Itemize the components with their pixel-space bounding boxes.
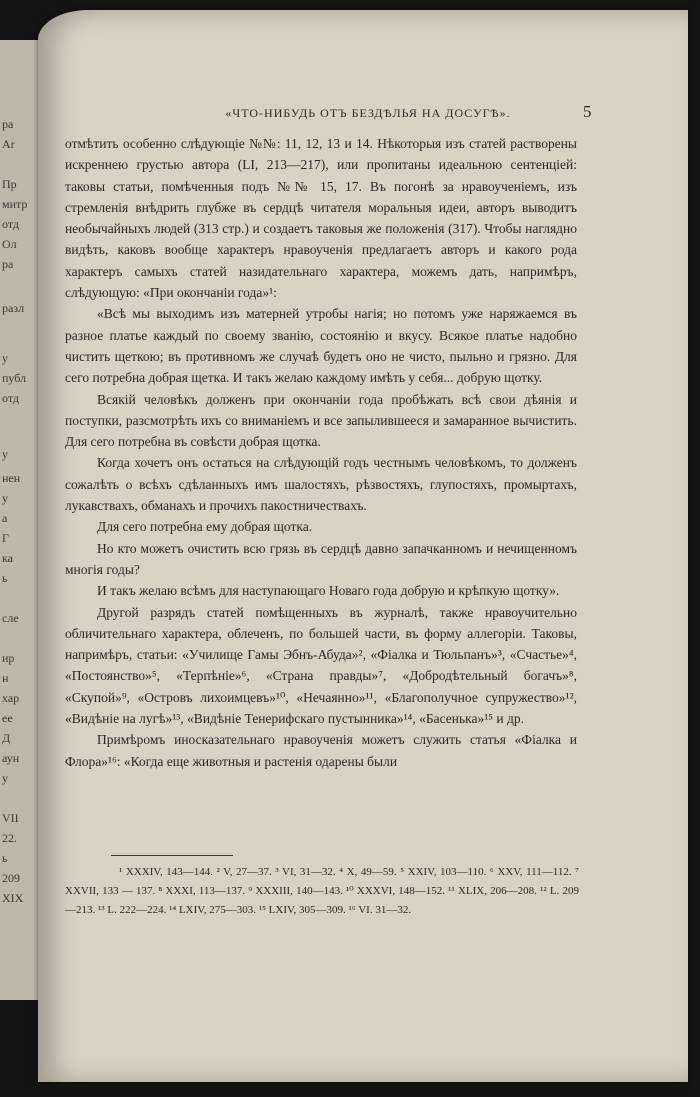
facing-page-fragment: у bbox=[2, 771, 8, 785]
facing-page-fragment: Д bbox=[2, 731, 11, 745]
running-head: «ЧТО-НИБУДЬ ОТЪ БЕЗДѢЛЬЯ НА ДОСУГѢ». bbox=[225, 106, 511, 120]
paragraph: Другой разрядъ статей помѣщенныхъ въ журналѣ, также нравоучительно обличительнаго характера, облеченъ, по большей части, въ форму аллегоріи. Таковы, напримѣръ, статьи: «Училище Гамы Эбнъ-Абуда»², «Фіалка и Тюльпанъ»³, «Счастье»⁴, «Постоянство»⁵, «Терпѣніе»⁶, «Страна правды»⁷, «Добродѣтельный богачъ»⁸, «Скупой»⁹, «Островъ лихоимцевъ»¹⁰, «Нечаянно»¹¹, «Благополучное супружество»¹², «Видѣніе на лугѣ»¹³, «Видѣніе Тенерифскаго пустынника»¹⁴, «Басенька»¹⁵ и др. bbox=[65, 604, 577, 727]
facing-page-fragment: Ar bbox=[2, 137, 15, 151]
facing-page-fragment: Г bbox=[2, 531, 9, 545]
book-page bbox=[38, 10, 688, 1082]
paragraph: И такъ желаю всѣмъ для наступающаго Новаго года добрую и крѣпкую щотку». bbox=[97, 583, 560, 599]
facing-page-fragment: ра bbox=[2, 257, 14, 271]
paragraph: Примѣромъ иносказательнаго нравоученія можетъ служить статья «Фіалка и Флора»¹⁶: «Когда еще животныя и растенія одарены были bbox=[65, 732, 577, 769]
facing-page-fragment: Пр bbox=[2, 177, 17, 191]
facing-page-fragment: ир bbox=[2, 651, 15, 665]
paragraph: отмѣтить особенно слѣдующіе №№: 11, 12, 13 и 14. Нѣкоторыя изъ статей растворены искреннею грустью автора (LI, 213—217), или пропитаны идеальною сентенціей: таковы статьи, помѣченныя подъ №№ 15, 17. Въ погонѣ за нравоученіемъ, изъ стремленія внѣдрить глубже въ сердцѣ читателя моральныя идеи, авторъ выводитъ необычайныхъ людей (313 стр.) и создаетъ таковыя же положенія (317). Чтобы наглядно видѣть, каковъ вообще характеръ нравоученія предлагаетъ авторъ и какого рода характеръ самыхъ статей назидательнаго характера, можемъ дать, напримѣръ, слѣдующую: «При окончаніи года»¹: bbox=[65, 136, 577, 301]
facing-page-fragment: сле bbox=[2, 611, 19, 625]
facing-page-fragment: VII bbox=[2, 811, 19, 825]
footnote-text: ¹ XXXIV, 143—144. ² V, 27—37. ³ VI, 31—32. ⁴ X, 49—59. ⁵ XXIV, 103—110. ⁶ XXV, 111—112. ⁷ XXVII, 133 — 137. ⁸ XXXI, 113—137. ⁹ XXXIII, 140—143. ¹⁰ XXXVI, 148—152. ¹¹ XLIX, 206—208. ¹² L. 209—213. ¹³ L. 222—224. ¹⁴ LXIV, 275—303. ¹⁵ LXIV, 305—309. ¹⁶ VI. 31—32. bbox=[65, 866, 579, 916]
facing-page-fragment: у bbox=[2, 447, 8, 461]
facing-page-fragment: аун bbox=[2, 751, 20, 765]
footnote-divider bbox=[111, 855, 233, 856]
facing-page-fragment: публ bbox=[2, 371, 27, 385]
facing-page-fragment: у bbox=[2, 351, 8, 365]
facing-page-fragment: ь bbox=[2, 571, 8, 585]
facing-page-fragment: нен bbox=[2, 471, 21, 485]
paragraph: «Всѣ мы выходимъ изъ матерней утробы нагія; но потомъ уже наряжаемся въ разное платье каждый по своему званію, состоянію и вкусу. Всякое платье надобно чистить щеткою; въ противномъ же случаѣ будетъ оно не чисто, пыльно и грязно. Для сего потребна добрая щетка. И такъ желаю каждому имѣть у себя... добрую щотку. bbox=[65, 306, 577, 386]
facing-page-fragment: 22. bbox=[2, 831, 17, 845]
facing-page-fragment: разл bbox=[2, 301, 25, 315]
facing-page-fragment: XIX bbox=[2, 891, 24, 905]
facing-page-fragment: митр bbox=[2, 197, 28, 211]
body-text bbox=[65, 133, 577, 772]
paragraph: Когда хочетъ онъ остаться на слѣдующій годъ честнымъ человѣкомъ, то долженъ сожалѣть о всѣхъ сдѣланныхъ имъ шалостяхъ, рѣзвостяхъ, глупостяхъ, промыртахъ, лукавствахъ, обманахъ и прочихъ пакостничествахъ. bbox=[65, 455, 577, 514]
facing-page-fragment: ь bbox=[2, 851, 8, 865]
facing-page-fragment: ра bbox=[2, 117, 14, 131]
footnotes bbox=[65, 863, 579, 920]
facing-page-fragment: хар bbox=[2, 691, 20, 705]
paragraph: Но кто можетъ очистить всю грязь въ сердцѣ давно запачканномъ и нечищенномъ многія годы? bbox=[65, 540, 577, 577]
page-number: 5 bbox=[583, 102, 592, 121]
facing-page-fragment: ее bbox=[2, 711, 13, 725]
facing-page-fragment: у bbox=[2, 491, 8, 505]
facing-page-fragment: Ол bbox=[2, 237, 17, 251]
facing-page-fragment: отд bbox=[2, 217, 20, 231]
paragraph: Всякій человѣкъ долженъ при окончаніи года пробѣжать всѣ свои дѣянія и поступки, разсмотрѣть ихъ со вниманіемъ и все запылившееся и замаранное вычистить. Для сего потребна въ совѣсти добрая щотка. bbox=[65, 391, 577, 450]
facing-page-fragment: ка bbox=[2, 551, 13, 565]
facing-page-fragment: н bbox=[2, 671, 9, 685]
facing-page-fragment: 209 bbox=[2, 871, 20, 885]
facing-page-fragment: а bbox=[2, 511, 8, 525]
paragraph: Для сего потребна ему добрая щотка. bbox=[97, 519, 313, 535]
facing-page-fragment: отд bbox=[2, 391, 20, 405]
